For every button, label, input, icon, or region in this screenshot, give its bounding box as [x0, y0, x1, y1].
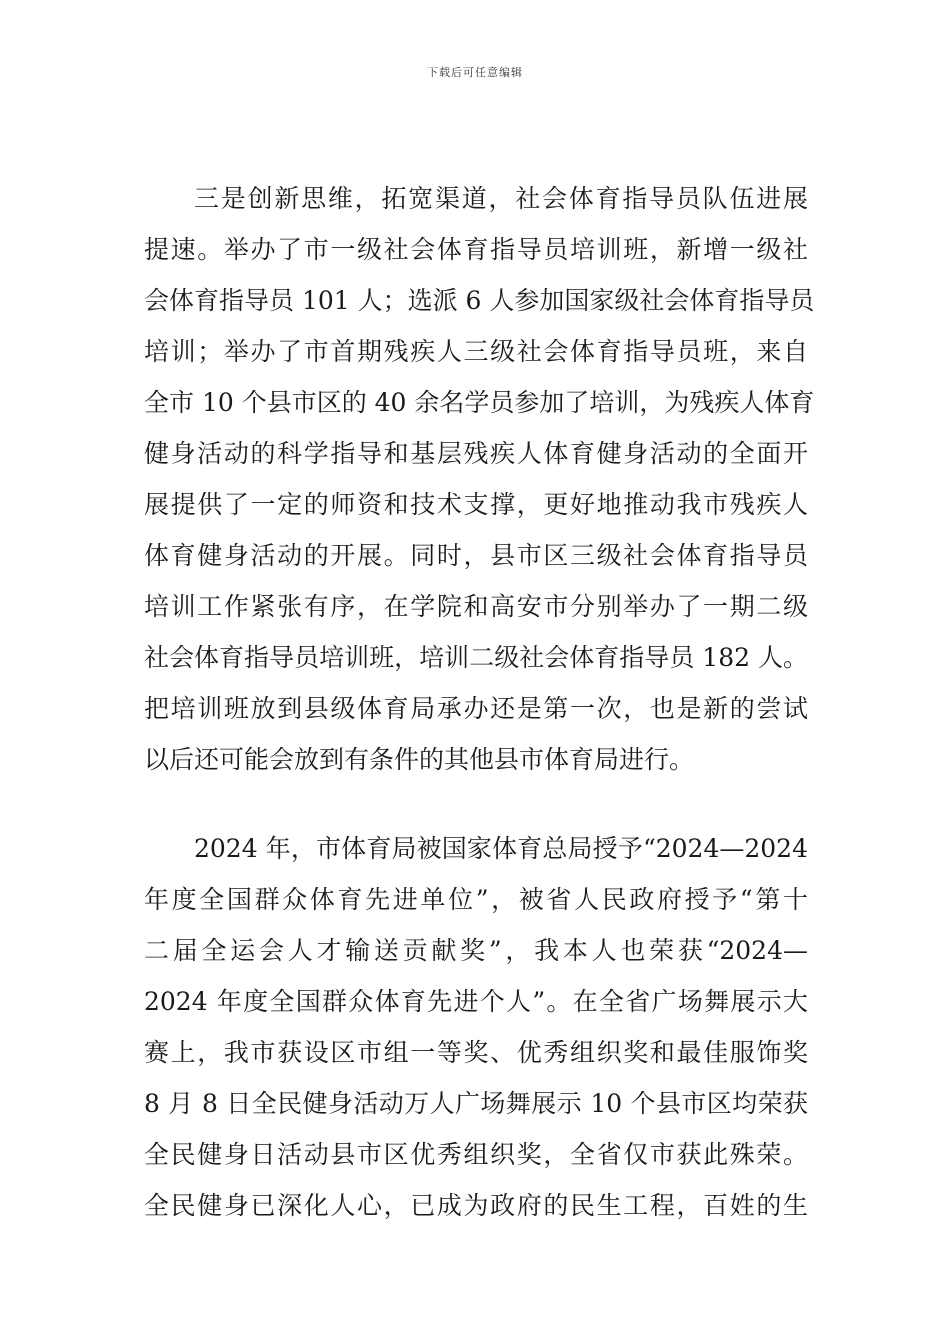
- paragraph-awards: [144, 823, 808, 1231]
- paragraph-line: 提速。举办了市一级社会体育指导员培训班，新增一级社: [144, 235, 808, 264]
- paragraph-line: 展提供了一定的师资和技术支撑，更好地推动我市残疾人: [144, 490, 808, 519]
- paragraph-line: 全市 10 个县市区的 40 余名学员参加了培训，为残疾人体育: [144, 388, 815, 417]
- paragraph-line: 年度全国群众体育先进单位”，被省人民政府授予“第十: [144, 885, 808, 914]
- paragraph-line: 三是创新思维，拓宽渠道，社会体育指导员队伍进展: [194, 184, 808, 213]
- paragraph-line: 把培训班放到县级体育局承办还是第一次，也是新的尝试: [144, 694, 808, 723]
- paragraph-line: 会体育指导员 101 人；选派 6 人参加国家级社会体育指导员: [144, 286, 815, 315]
- paragraph-line: 赛上，我市获设区市组一等奖、优秀组织奖和最佳服饰奖: [144, 1038, 808, 1067]
- paragraph-line: 社会体育指导员培训班，培训二级社会体育指导员 182 人。: [144, 643, 808, 672]
- paragraph-social-sports-instructors: [144, 173, 815, 785]
- paragraph-line: 2024 年，市体育局被国家体育总局授予“2024—2024: [194, 834, 808, 863]
- paragraph-line: 培训；举办了市首期残疾人三级社会体育指导员班，来自: [144, 337, 808, 366]
- paragraph-line: 全民健身日活动县市区优秀组织奖，全省仅市获此殊荣。: [144, 1140, 808, 1169]
- paragraph-line: 8 月 8 日全民健身活动万人广场舞展示 10 个县市区均荣获: [144, 1089, 808, 1118]
- paragraph-line: 全民健身已深化人心，已成为政府的民生工程，百姓的生: [144, 1191, 808, 1220]
- paragraph-line: 体育健身活动的开展。同时，县市区三级社会体育指导员: [144, 541, 808, 570]
- paragraph-line: 二届全运会人才输送贡献奖”，我本人也荣获“2024—: [144, 936, 808, 965]
- paragraph-line: 培训工作紧张有序，在学院和高安市分别举办了一期二级: [144, 592, 808, 621]
- paragraph-line: 健身活动的科学指导和基层残疾人体育健身活动的全面开: [144, 439, 808, 468]
- page-header: 下载后可任意编辑: [427, 66, 523, 79]
- paragraph-line: 以后还可能会放到有条件的其他县市体育局进行。: [144, 745, 695, 774]
- paragraph-line: 2024 年度全国群众体育先进个人”。在全省广场舞展示大: [144, 987, 808, 1016]
